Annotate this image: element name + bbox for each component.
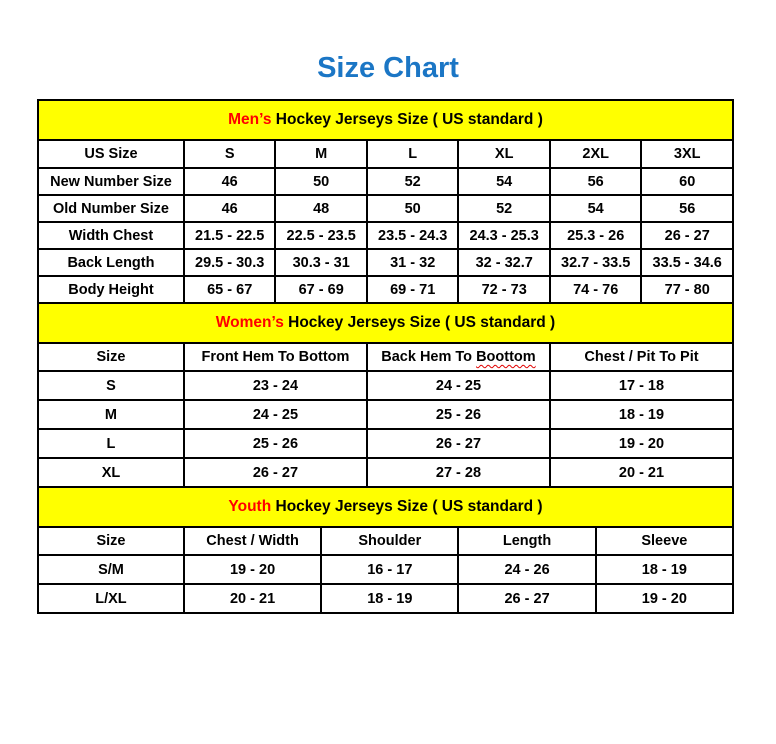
section-title-rest: Hockey Jerseys Size ( US standard ) — [271, 498, 543, 515]
column-header-men-6: 3XL — [641, 140, 733, 168]
size-value-cell: 56 — [550, 168, 642, 195]
size-value-cell: 25.3 - 26 — [550, 222, 642, 249]
size-value-cell: 74 - 76 — [550, 276, 642, 303]
size-value-cell: 77 - 80 — [641, 276, 733, 303]
size-value-cell: 23.5 - 24.3 — [367, 222, 459, 249]
section-banner — [38, 487, 733, 527]
size-value-cell: 48 — [275, 195, 367, 222]
row-label: Width Chest — [38, 222, 184, 249]
size-value-cell: 18 - 19 — [596, 555, 733, 584]
size-value-cell: 22.5 - 23.5 — [275, 222, 367, 249]
column-header-row — [38, 527, 733, 555]
size-value-cell: 69 - 71 — [367, 276, 459, 303]
row-label: L/XL — [38, 584, 184, 613]
size-value-cell: 19 - 20 — [550, 429, 733, 458]
column-header-men-1: S — [184, 140, 276, 168]
size-value-cell: 50 — [275, 168, 367, 195]
row-label: Old Number Size — [38, 195, 184, 222]
section-title-highlight: Youth — [228, 498, 272, 515]
size-table-youth — [37, 486, 734, 614]
column-header-youth-4: Sleeve — [596, 527, 733, 555]
size-value-cell: 20 - 21 — [550, 458, 733, 487]
table-row — [38, 222, 733, 249]
section-banner-row — [38, 487, 733, 527]
column-header-youth-3: Length — [458, 527, 595, 555]
row-label: Back Length — [38, 249, 184, 276]
size-value-cell: 27 - 28 — [367, 458, 550, 487]
column-header-men-0: US Size — [38, 140, 184, 168]
column-header-men-5: 2XL — [550, 140, 642, 168]
size-value-cell: 46 — [184, 195, 276, 222]
table-row — [38, 195, 733, 222]
section-banner — [38, 100, 733, 140]
size-value-cell: 19 - 20 — [184, 555, 321, 584]
column-header-row — [38, 140, 733, 168]
section-banner-row — [38, 100, 733, 140]
table-row — [38, 276, 733, 303]
size-value-cell: 30.3 - 31 — [275, 249, 367, 276]
table-row — [38, 249, 733, 276]
size-value-cell: 23 - 24 — [184, 371, 367, 400]
size-value-cell: 18 - 19 — [550, 400, 733, 429]
column-header-youth-1: Chest / Width — [184, 527, 321, 555]
size-value-cell: 21.5 - 22.5 — [184, 222, 276, 249]
size-value-cell: 26 - 27 — [184, 458, 367, 487]
column-header-text: Back Hem To — [381, 349, 477, 365]
column-header-youth-0: Size — [38, 527, 184, 555]
section-title-highlight: Women’s — [215, 314, 284, 331]
size-value-cell: 26 - 27 — [367, 429, 550, 458]
table-row — [38, 555, 733, 584]
size-value-cell: 32 - 32.7 — [458, 249, 550, 276]
size-value-cell: 19 - 20 — [596, 584, 733, 613]
size-value-cell: 56 — [641, 195, 733, 222]
size-value-cell: 24 - 25 — [367, 371, 550, 400]
size-value-cell: 52 — [458, 195, 550, 222]
row-label: XL — [38, 458, 184, 487]
column-header-row — [38, 343, 733, 371]
table-row — [38, 429, 733, 458]
column-header-men-4: XL — [458, 140, 550, 168]
column-header-women-2 — [367, 343, 550, 371]
size-value-cell: 60 — [641, 168, 733, 195]
size-chart-page — [0, 52, 776, 614]
table-row — [38, 371, 733, 400]
column-header-women-0: Size — [38, 343, 184, 371]
size-value-cell: 67 - 69 — [275, 276, 367, 303]
size-value-cell: 18 - 19 — [321, 584, 458, 613]
size-value-cell: 29.5 - 30.3 — [184, 249, 276, 276]
column-header-men-3: L — [367, 140, 459, 168]
size-value-cell: 33.5 - 34.6 — [641, 249, 733, 276]
size-tables — [37, 99, 734, 614]
size-value-cell: 50 — [367, 195, 459, 222]
section-title-rest: Hockey Jerseys Size ( US standard ) — [271, 111, 543, 128]
size-value-cell: 32.7 - 33.5 — [550, 249, 642, 276]
size-value-cell: 72 - 73 — [458, 276, 550, 303]
size-value-cell: 17 - 18 — [550, 371, 733, 400]
size-value-cell: 26 - 27 — [458, 584, 595, 613]
column-header-men-2: M — [275, 140, 367, 168]
size-value-cell: 52 — [367, 168, 459, 195]
size-value-cell: 25 - 26 — [184, 429, 367, 458]
table-row — [38, 400, 733, 429]
misspelled-word: Boottom — [476, 349, 536, 365]
size-value-cell: 24 - 25 — [184, 400, 367, 429]
page-title: Size Chart — [317, 52, 459, 84]
size-value-cell: 54 — [458, 168, 550, 195]
section-banner-row — [38, 303, 733, 343]
size-value-cell: 26 - 27 — [641, 222, 733, 249]
size-value-cell: 24 - 26 — [458, 555, 595, 584]
size-value-cell: 65 - 67 — [184, 276, 276, 303]
size-value-cell: 54 — [550, 195, 642, 222]
table-row — [38, 168, 733, 195]
row-label: S — [38, 371, 184, 400]
size-value-cell: 31 - 32 — [367, 249, 459, 276]
column-header-women-3: Chest / Pit To Pit — [550, 343, 733, 371]
size-table-men — [37, 99, 734, 304]
row-label: New Number Size — [38, 168, 184, 195]
size-table-women — [37, 302, 734, 488]
table-row — [38, 584, 733, 613]
row-label: Body Height — [38, 276, 184, 303]
row-label: S/M — [38, 555, 184, 584]
column-header-youth-2: Shoulder — [321, 527, 458, 555]
section-title-rest: Hockey Jerseys Size ( US standard ) — [283, 314, 556, 331]
column-header-women-1: Front Hem To Bottom — [184, 343, 367, 371]
row-label: M — [38, 400, 184, 429]
section-title-highlight: Men’s — [228, 111, 272, 128]
size-value-cell: 46 — [184, 168, 276, 195]
size-value-cell: 20 - 21 — [184, 584, 321, 613]
size-value-cell: 16 - 17 — [321, 555, 458, 584]
section-banner — [38, 303, 733, 343]
size-value-cell: 25 - 26 — [367, 400, 550, 429]
table-row — [38, 458, 733, 487]
row-label: L — [38, 429, 184, 458]
size-value-cell: 24.3 - 25.3 — [458, 222, 550, 249]
